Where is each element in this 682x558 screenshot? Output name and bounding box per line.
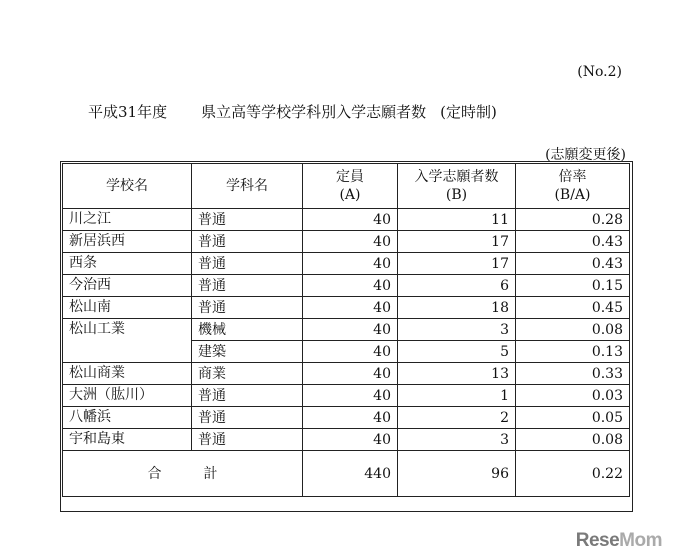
cell-school: 西条 [63,253,192,275]
header-school: 学校名 [63,164,192,209]
cell-applicants: 18 [398,297,516,319]
cell-applicants: 11 [398,209,516,231]
cell-total-label: 合 計 [63,451,303,497]
cell-school: 川之江 [63,209,192,231]
table-row [63,231,630,253]
cell-applicants: 5 [398,341,516,363]
cell-ratio: 0.05 [516,407,630,429]
cell-school: 松山工業 [63,319,192,363]
cell-school: 宇和島東 [63,429,192,451]
table-row [63,253,630,275]
cell-capacity: 40 [303,407,398,429]
document-title [88,101,497,122]
cell-capacity: 40 [303,209,398,231]
cell-ratio: 0.45 [516,297,630,319]
title-year: 平成31年度 [88,103,168,121]
cell-ratio: 0.03 [516,385,630,407]
cell-applicants: 3 [398,429,516,451]
cell-dept: 普通 [192,275,303,297]
header-ratio [516,164,630,209]
header-capacity-label: 定員 [336,169,364,185]
cell-ratio: 0.08 [516,429,630,451]
cell-capacity: 40 [303,275,398,297]
cell-capacity: 40 [303,341,398,363]
table-row [63,319,630,341]
header-applicants-label: 入学志願者数 [414,169,499,185]
cell-school: 松山南 [63,297,192,319]
header-dept: 学科名 [192,164,303,209]
cell-capacity: 40 [303,297,398,319]
table-row [63,429,630,451]
cell-ratio: 0.28 [516,209,630,231]
cell-total-ratio: 0.22 [516,451,630,497]
cell-capacity: 40 [303,231,398,253]
applicants-table [62,163,630,497]
cell-school: 松山商業 [63,363,192,385]
header-capacity-sub: (A) [339,187,361,203]
header-capacity [303,164,398,209]
header-ratio-sub: (B/A) [554,187,591,203]
cell-ratio: 0.43 [516,231,630,253]
cell-applicants: 2 [398,407,516,429]
cell-total-applicants: 96 [398,451,516,497]
table-row [63,385,630,407]
cell-ratio: 0.33 [516,363,630,385]
resemom-logo: ReseMom [575,530,662,551]
cell-applicants: 17 [398,253,516,275]
cell-capacity: 40 [303,385,398,407]
cell-school: 八幡浜 [63,407,192,429]
cell-ratio: 0.15 [516,275,630,297]
title-sub: (定時制) [440,103,497,121]
cell-dept: 商業 [192,363,303,385]
cell-dept: 機械 [192,319,303,341]
cell-ratio: 0.43 [516,253,630,275]
cell-applicants: 17 [398,231,516,253]
table-header-row [63,164,630,209]
table-row [63,275,630,297]
table-total-row [63,451,630,497]
cell-applicants: 6 [398,275,516,297]
cell-total-capacity: 440 [303,451,398,497]
cell-school: 今治西 [63,275,192,297]
cell-applicants: 1 [398,385,516,407]
table-row [63,363,630,385]
cell-capacity: 40 [303,429,398,451]
cell-school: 新居浜西 [63,231,192,253]
header-applicants [398,164,516,209]
cell-dept: 普通 [192,297,303,319]
cell-ratio: 0.08 [516,319,630,341]
table-row [63,297,630,319]
cell-capacity: 40 [303,363,398,385]
page-number: (No.2) [577,64,622,80]
cell-dept: 普通 [192,385,303,407]
cell-dept: 普通 [192,253,303,275]
cell-dept: 普通 [192,209,303,231]
header-ratio-label: 倍率 [558,169,587,185]
cell-applicants: 13 [398,363,516,385]
cell-capacity: 40 [303,253,398,275]
cell-dept: 普通 [192,407,303,429]
cell-applicants: 3 [398,319,516,341]
table-note: (志願変更後) [545,147,626,163]
cell-school: 大洲（肱川） [63,385,192,407]
table-row [63,209,630,231]
header-applicants-sub: (B) [445,187,468,203]
cell-dept: 普通 [192,231,303,253]
cell-capacity: 40 [303,319,398,341]
title-main: 県立高等学校学科別入学志願者数 [201,103,427,121]
cell-dept: 建築 [192,341,303,363]
cell-ratio: 0.13 [516,341,630,363]
table-row [63,407,630,429]
cell-dept: 普通 [192,429,303,451]
